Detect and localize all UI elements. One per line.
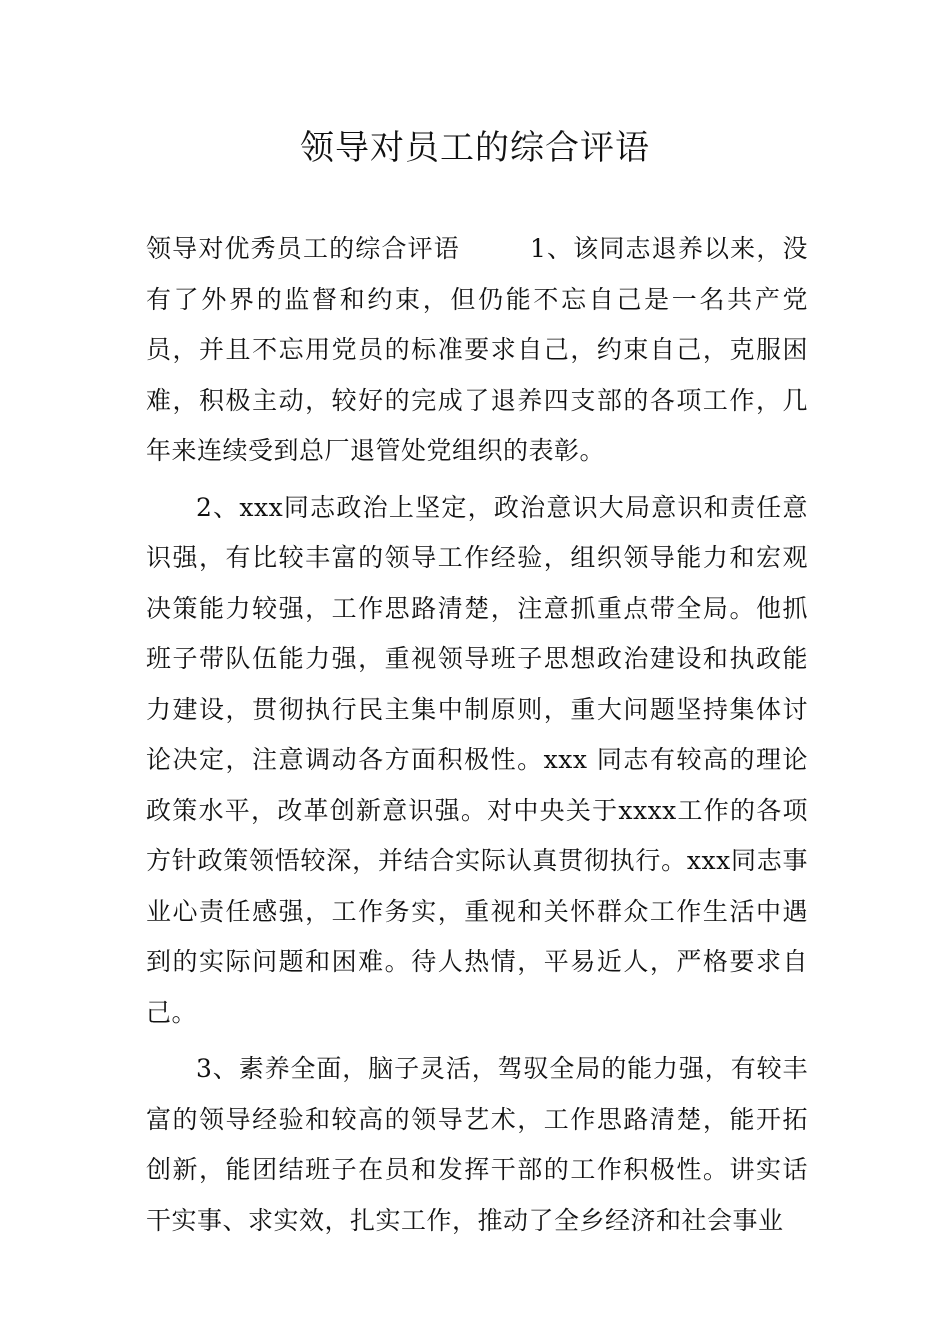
document-body [146, 224, 808, 1246]
paragraph-1-text: 1、该同志退养以来，没有了外界的监督和约束，但仍能不忘自己是一名共产党员，并且不忘用党员的标准要求自己，约束自己，克服困难，积极主动，较好的完成了退养四支部的各项工作，几年来连续受到总厂退管处党组织的表彰。 [146, 234, 808, 465]
paragraph-1 [146, 224, 808, 477]
document-title: 领导对员工的综合评语 [300, 128, 650, 168]
paragraph-3: 3、素养全面，脑子灵活，驾驭全局的能力强，有较丰富的领导经验和较高的领导艺术，工作思路清楚，能开拓创新，能团结班子在员和发挥干部的工作积极性。讲实话干实事、求实效，扎实工作，推动了全乡经济和社会事业 [146, 1054, 808, 1235]
intro-heading: 领导对优秀员工的综合评语 [146, 234, 460, 263]
paragraph-2: 2、xxx同志政治上坚定，政治意识大局意识和责任意识强，有比较丰富的领导工作经验，组织领导能力和宏观决策能力较强，工作思路清楚，注意抓重点带全局。他抓班子带队伍能力强，重视领导班子思想政治建设和执政能力建设，贯彻执行民主集中制原则，重大问题坚持集体讨论决定，注意调动各方面积极性。xxx 同志有较高的理论政策水平，改革创新意识强。对中央关于xxxx工作的各项方针政策领悟较深，并结合实际认真贯彻执行。xxx同志事业心责任感强，工作务实，重视和关怀群众工作生活中遇到的实际问题和困难。待人热情，平易近人，严格要求自己。 [146, 492, 808, 1027]
